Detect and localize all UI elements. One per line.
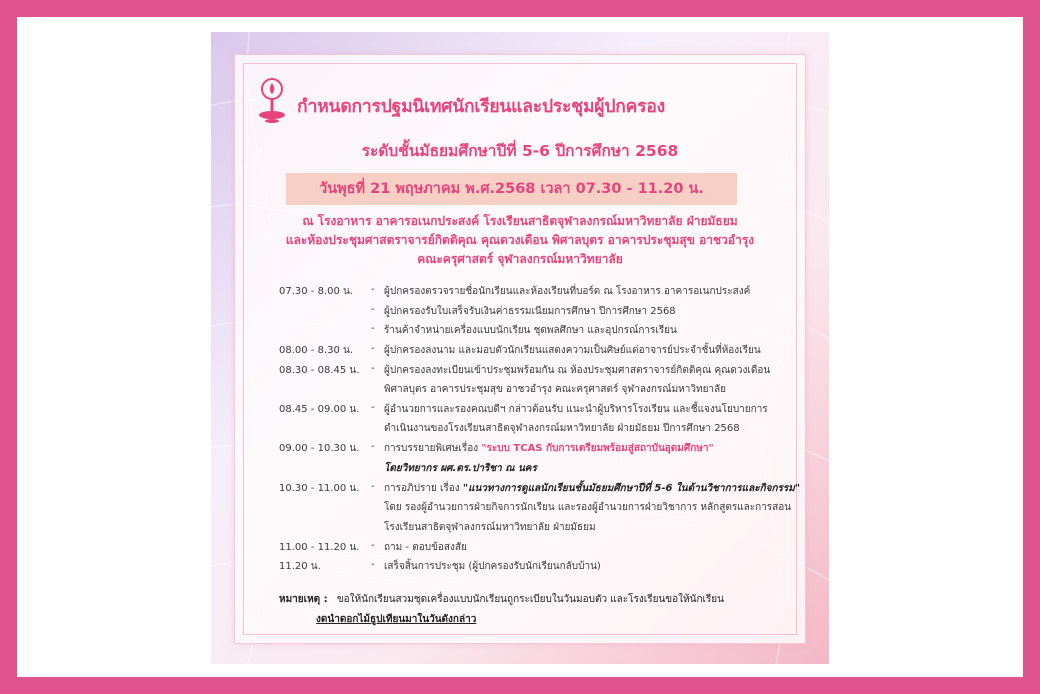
schedule-dash: - bbox=[371, 540, 375, 551]
schedule-row bbox=[279, 402, 809, 421]
schedule-row bbox=[279, 343, 809, 362]
schedule-row bbox=[279, 500, 809, 519]
schedule-text: ร้านค้าจำหน่ายเครื่องแบบนักเรียน ชุดพลศึกษา และอุปกรณ์การเรียน bbox=[384, 325, 677, 336]
schedule-text: ดำเนินงานของโรงเรียนสาธิตจุฬาลงกรณ์มหาวิทยาลัย ฝ่ายมัธยม ปีการศึกษา 2568 bbox=[384, 423, 740, 434]
schedule-dash: - bbox=[371, 441, 375, 452]
schedule-time: 08.00 - 8.30 น. bbox=[279, 345, 354, 356]
schedule-time: 10.30 - 11.00 น. bbox=[279, 483, 360, 494]
schedule-dash: - bbox=[371, 343, 375, 354]
schedule-row bbox=[279, 540, 809, 559]
note-line-2 bbox=[316, 612, 476, 627]
schedule-dash: - bbox=[371, 481, 375, 492]
schedule-row bbox=[279, 559, 809, 578]
schedule-row bbox=[279, 481, 809, 500]
schedule-row bbox=[279, 304, 809, 323]
note-text: ขอให้นักเรียนสวมชุดเครื่องแบบนักเรียนถูกระเบียบในวันมอบตัว และโรงเรียนขอให้นักเรียน bbox=[336, 594, 724, 605]
schedule-text: โรงเรียนสาธิตจุฬาลงกรณ์มหาวิทยาลัย ฝ่ายมัธยม bbox=[384, 522, 596, 533]
schedule-text bbox=[384, 481, 800, 496]
schedule-dash: - bbox=[371, 402, 375, 413]
schedule-dash: - bbox=[371, 559, 375, 570]
schedule-row bbox=[279, 284, 809, 303]
schedule-text-plain: การอภิปราย เรื่อง bbox=[384, 483, 463, 494]
speaker-name: โดยวิทยากร ผศ.ดร.ปาริชา ณ นคร bbox=[384, 463, 537, 474]
date-text: วันพุธที่ 21 พฤษภาคม พ.ศ.2568 เวลา 07.30 - 11.20 น. bbox=[319, 181, 704, 197]
schedule-text: ผู้อำนวยการและรองคณบดีฯ กล่าวต้อนรับ แนะนำผู้บริหารโรงเรียน และชี้แจงนโยบายการ bbox=[384, 404, 768, 415]
schedule-text: เสร็จสิ้นการประชุม (ผู้ปกครองรับนักเรียนกลับบ้าน) bbox=[384, 561, 601, 572]
schedule-dash: - bbox=[371, 363, 375, 374]
schedule-text bbox=[384, 441, 714, 456]
schedule-text: โดย รองผู้อำนวยการฝ่ายกิจการนักเรียน และรองผู้อำนวยการฝ่ายวิชาการ หลักสูตรและการสอน bbox=[384, 502, 792, 513]
schedule-text-plain: การบรรยายพิเศษเรื่อง bbox=[384, 443, 482, 454]
schedule-time: 11.20 น. bbox=[279, 561, 321, 572]
tcas-highlight: "ระบบ TCAS กับการเตรียมพร้อมสู่สถาบันอุดมศึกษา" bbox=[481, 443, 714, 454]
schedule-time: 11.00 - 11.20 น. bbox=[279, 542, 360, 553]
panel-topic: "แนวทางการดูแลนักเรียนชั้นมัธยมศึกษาปีที่ 5-6 ในด้านวิชาการและกิจกรรม" bbox=[462, 483, 801, 494]
venue-line-1: ณ โรงอาหาร อาคารอเนกประสงค์ โรงเรียนสาธิตจุฬาลงกรณ์มหาวิทยาลัย ฝ่ายมัธยม bbox=[302, 214, 738, 228]
title-line-1: กำหนดการปฐมนิเทศนักเรียนและประชุมผู้ปกครอง bbox=[297, 97, 665, 117]
schedule-text: ผู้ปกครองลงทะเบียนเข้าประชุมพร้อมกัน ณ ห้องประชุมศาสตราจารย์กิตติคุณ คุณดวงเดือน bbox=[384, 365, 771, 376]
schedule-text: ผู้ปกครองลงนาม และมอบตัวนักเรียนแสดงความเป็นศิษย์แด่อาจารย์ประจำชั้นที่ห้องเรียน bbox=[384, 345, 761, 356]
schedule-row bbox=[279, 382, 809, 401]
schedule-row bbox=[279, 323, 809, 342]
schedule-dash: - bbox=[371, 323, 375, 334]
schedule-time: 08.45 - 09.00 น. bbox=[279, 404, 360, 415]
schedule-row bbox=[279, 461, 809, 480]
schedule-row bbox=[279, 520, 809, 539]
note-text-underlined: งดนำดอกไม้ธูปเทียนมาในวันดังกล่าว bbox=[316, 614, 477, 625]
venue-line-3: คณะครุศาสตร์ จุฬาลงกรณ์มหาวิทยาลัย bbox=[417, 252, 623, 266]
schedule-text: ผู้ปกครองรับใบเสร็จรับเงินค่าธรรมเนียมการศึกษา ปีการศึกษา 2568 bbox=[384, 306, 676, 317]
schedule-dash: - bbox=[371, 284, 375, 295]
schedule-time: 07.30 - 8.00 น. bbox=[279, 286, 354, 297]
schedule-dash: - bbox=[371, 304, 375, 315]
schedule-text: พิศาลบุตร อาคารประชุมสุข อาชวอำรุง คณะครุศาสตร์ จุฬาลงกรณ์มหาวิทยาลัย bbox=[384, 384, 727, 395]
schedule-time: 09.00 - 10.30 น. bbox=[279, 443, 360, 454]
schedule-text: ผู้ปกครองตรวจรายชื่อนักเรียนและห้องเรียนที่บอร์ด ณ โรงอาหาร อาคารอเนกประสงค์ bbox=[384, 286, 751, 297]
schedule-text: ถาม - ตอบข้อสงสัย bbox=[384, 542, 467, 553]
venue-line-2: และห้องประชุมศาสตราจารย์กิตติคุณ คุณดวงเดือน พิศาลบุตร อาคารประชุมสุข อาชวอำรุง bbox=[285, 233, 755, 247]
title-line-2: ระดับชั้นมัธยมศึกษาปีที่ 5-6 ปีการศึกษา 2568 bbox=[361, 142, 679, 160]
schedule-row bbox=[279, 363, 809, 382]
lamp-emblem-icon bbox=[254, 76, 290, 128]
announcement-poster bbox=[211, 32, 829, 664]
schedule-row bbox=[279, 441, 809, 460]
schedule-row bbox=[279, 421, 809, 440]
note-label: หมายเหตุ : bbox=[279, 594, 328, 605]
schedule-time: 08.30 - 08.45 น. bbox=[279, 365, 360, 376]
date-band bbox=[286, 173, 737, 205]
note-line-1 bbox=[279, 592, 724, 607]
